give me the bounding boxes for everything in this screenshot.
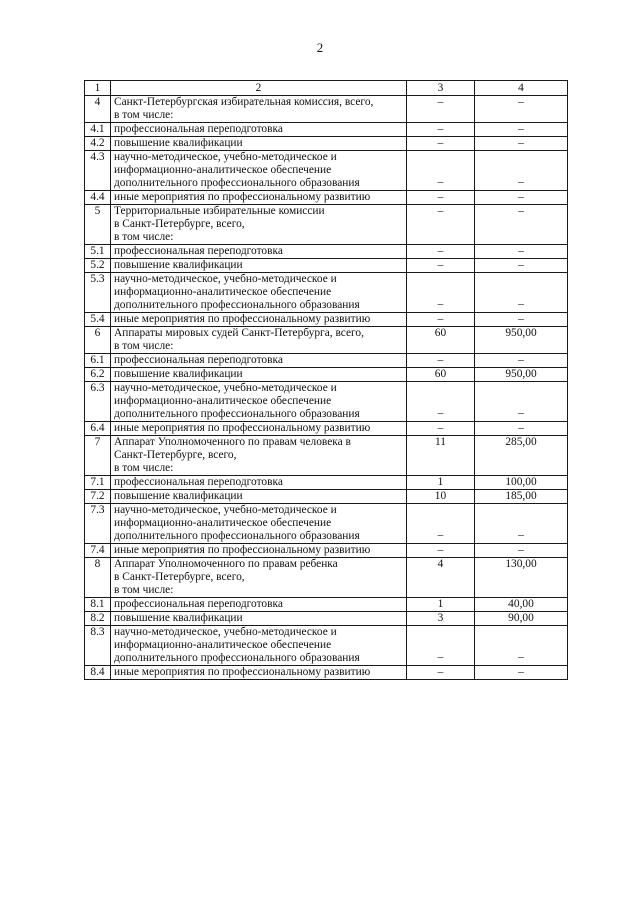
table-row	[85, 259, 568, 273]
row-description	[111, 626, 407, 666]
description-line: иные мероприятия по профессиональному развитию	[114, 666, 371, 678]
row-count-value: –	[407, 354, 475, 368]
row-amount-value: –	[475, 191, 568, 205]
row-count-value: –	[407, 151, 475, 191]
row-amount-value: 285,00	[475, 436, 568, 476]
row-number: 4.3	[85, 151, 111, 191]
row-count-value: 60	[407, 368, 475, 382]
description-line: повышение квалификации	[114, 368, 243, 380]
row-description	[111, 123, 407, 137]
row-count-value: –	[407, 544, 475, 558]
description-line: повышение квалификации	[114, 137, 243, 149]
row-number: 4.4	[85, 191, 111, 205]
description-line: дополнительного профессионального образования	[114, 652, 360, 664]
row-count-value: –	[407, 626, 475, 666]
row-count-value: –	[407, 123, 475, 137]
row-number: 7.2	[85, 490, 111, 504]
description-line: научно-методическое, учебно-методическое и	[114, 504, 337, 516]
table-body	[85, 96, 568, 680]
description-line: иные мероприятия по профессиональному развитию	[114, 313, 371, 325]
description-line: дополнительного профессионального образования	[114, 299, 360, 311]
row-count-value: 11	[407, 436, 475, 476]
row-amount-value: –	[475, 151, 568, 191]
description-line: в том числе:	[114, 109, 174, 121]
description-line: в Санкт-Петербурге, всего,	[114, 571, 245, 583]
row-description	[111, 368, 407, 382]
row-number: 7.1	[85, 476, 111, 490]
row-amount-value: 185,00	[475, 490, 568, 504]
row-number: 7	[85, 436, 111, 476]
row-number: 6.4	[85, 422, 111, 436]
row-amount-value: 130,00	[475, 558, 568, 598]
row-number: 8.3	[85, 626, 111, 666]
row-number: 6.3	[85, 382, 111, 422]
description-line: в том числе:	[114, 462, 174, 474]
description-line: Аппарат Уполномоченного по правам ребенка	[114, 558, 338, 570]
row-count-value: 60	[407, 327, 475, 354]
table-row	[85, 123, 568, 137]
table-row	[85, 313, 568, 327]
row-amount-value: –	[475, 259, 568, 273]
row-description	[111, 313, 407, 327]
table-row	[85, 96, 568, 123]
table-row	[85, 558, 568, 598]
row-count-value: –	[407, 191, 475, 205]
row-amount-value: –	[475, 137, 568, 151]
table-row	[85, 626, 568, 666]
row-description	[111, 490, 407, 504]
header-col-2: 2	[111, 81, 407, 96]
row-description	[111, 273, 407, 313]
row-number: 7.4	[85, 544, 111, 558]
row-description	[111, 191, 407, 205]
description-line: Аппараты мировых судей Санкт-Петербурга, всего,	[114, 327, 364, 339]
row-amount-value: –	[475, 245, 568, 259]
row-description	[111, 245, 407, 259]
row-amount-value: –	[475, 354, 568, 368]
row-number: 7.3	[85, 504, 111, 544]
row-count-value: 3	[407, 612, 475, 626]
description-line: дополнительного профессионального образования	[114, 408, 360, 420]
row-number: 6.1	[85, 354, 111, 368]
description-line: научно-методическое, учебно-методическое и	[114, 273, 337, 285]
page-number: 2	[316, 40, 324, 55]
row-count-value: 1	[407, 598, 475, 612]
table-row	[85, 612, 568, 626]
row-amount-value: –	[475, 313, 568, 327]
description-line: в том числе:	[114, 340, 174, 352]
row-number: 8.2	[85, 612, 111, 626]
table-row	[85, 327, 568, 354]
table-row	[85, 151, 568, 191]
description-line: Аппарат Уполномоченного по правам человека в	[114, 436, 351, 448]
description-line: иные мероприятия по профессиональному развитию	[114, 191, 371, 203]
description-line: повышение квалификации	[114, 259, 243, 271]
row-count-value: –	[407, 422, 475, 436]
row-description	[111, 558, 407, 598]
row-description	[111, 544, 407, 558]
description-line: информационно-аналитическое обеспечение	[114, 164, 332, 176]
description-line: информационно-аналитическое обеспечение	[114, 395, 332, 407]
row-count-value: –	[407, 666, 475, 680]
row-amount-value: –	[475, 273, 568, 313]
row-description	[111, 205, 407, 245]
row-count-value: –	[407, 504, 475, 544]
row-amount-value: 90,00	[475, 612, 568, 626]
row-count-value: 4	[407, 558, 475, 598]
row-description	[111, 137, 407, 151]
row-amount-value: –	[475, 382, 568, 422]
table-row	[85, 354, 568, 368]
row-amount-value: 100,00	[475, 476, 568, 490]
row-count-value: 1	[407, 476, 475, 490]
row-number: 5.2	[85, 259, 111, 273]
description-line: иные мероприятия по профессиональному развитию	[114, 422, 371, 434]
table-row	[85, 382, 568, 422]
table-row	[85, 436, 568, 476]
description-line: информационно-аналитическое обеспечение	[114, 639, 332, 651]
row-amount-value: 950,00	[475, 327, 568, 354]
row-amount-value: –	[475, 205, 568, 245]
description-line: повышение квалификации	[114, 612, 243, 624]
description-line: профессиональная переподготовка	[114, 123, 283, 135]
header-col-3: 3	[407, 81, 475, 96]
row-number: 8.1	[85, 598, 111, 612]
row-number: 5	[85, 205, 111, 245]
row-description	[111, 598, 407, 612]
table-row	[85, 544, 568, 558]
table-row	[85, 666, 568, 680]
table-row	[85, 598, 568, 612]
row-amount-value: –	[475, 666, 568, 680]
row-number: 8	[85, 558, 111, 598]
row-amount-value: –	[475, 422, 568, 436]
description-line: научно-методическое, учебно-методическое и	[114, 382, 337, 394]
row-number: 5.1	[85, 245, 111, 259]
row-count-value: –	[407, 137, 475, 151]
table-row	[85, 191, 568, 205]
row-number: 4.1	[85, 123, 111, 137]
row-description	[111, 327, 407, 354]
description-line: дополнительного профессионального образования	[114, 530, 360, 542]
row-description	[111, 96, 407, 123]
row-count-value: –	[407, 259, 475, 273]
table-row	[85, 504, 568, 544]
table-row	[85, 490, 568, 504]
row-description	[111, 259, 407, 273]
description-line: профессиональная переподготовка	[114, 354, 283, 366]
row-count-value: –	[407, 273, 475, 313]
table-row	[85, 205, 568, 245]
row-description	[111, 504, 407, 544]
training-budget-table	[84, 80, 568, 680]
row-description	[111, 436, 407, 476]
table-row	[85, 476, 568, 490]
row-amount-value: –	[475, 626, 568, 666]
description-line: иные мероприятия по профессиональному развитию	[114, 544, 371, 556]
row-count-value: –	[407, 382, 475, 422]
row-description	[111, 612, 407, 626]
row-description	[111, 666, 407, 680]
description-line: профессиональная переподготовка	[114, 598, 283, 610]
row-description	[111, 382, 407, 422]
row-number: 4	[85, 96, 111, 123]
table-row	[85, 245, 568, 259]
row-number: 5.4	[85, 313, 111, 327]
row-description	[111, 354, 407, 368]
row-number: 8.4	[85, 666, 111, 680]
row-description	[111, 422, 407, 436]
table-row	[85, 422, 568, 436]
description-line: профессиональная переподготовка	[114, 476, 283, 488]
row-amount-value: –	[475, 96, 568, 123]
description-line: информационно-аналитическое обеспечение	[114, 517, 332, 529]
header-col-1: 1	[85, 81, 111, 96]
table-row	[85, 273, 568, 313]
description-line: дополнительного профессионального образования	[114, 177, 360, 189]
row-amount-value: 40,00	[475, 598, 568, 612]
row-description	[111, 151, 407, 191]
description-line: научно-методическое, учебно-методическое и	[114, 151, 337, 163]
description-line: повышение квалификации	[114, 490, 243, 502]
description-line: профессиональная переподготовка	[114, 245, 283, 257]
description-line: информационно-аналитическое обеспечение	[114, 286, 332, 298]
description-line: Санкт-Петербургская избирательная комиссия, всего,	[114, 96, 374, 108]
row-count-value: –	[407, 313, 475, 327]
header-row	[85, 81, 568, 96]
row-count-value: –	[407, 245, 475, 259]
row-amount-value: –	[475, 123, 568, 137]
description-line: Территориальные избирательные комиссии	[114, 205, 325, 217]
row-amount-value: 950,00	[475, 368, 568, 382]
row-number: 6	[85, 327, 111, 354]
row-number: 6.2	[85, 368, 111, 382]
row-number: 4.2	[85, 137, 111, 151]
description-line: в Санкт-Петербурге, всего,	[114, 218, 245, 230]
table-row	[85, 368, 568, 382]
header-col-4: 4	[475, 81, 568, 96]
description-line: научно-методическое, учебно-методическое и	[114, 626, 337, 638]
description-line: в том числе:	[114, 231, 174, 243]
description-line: Санкт-Петербурге, всего,	[114, 449, 237, 461]
description-line: в том числе:	[114, 584, 174, 596]
row-count-value: 10	[407, 490, 475, 504]
row-number: 5.3	[85, 273, 111, 313]
row-amount-value: –	[475, 544, 568, 558]
row-description	[111, 476, 407, 490]
row-amount-value: –	[475, 504, 568, 544]
row-count-value: –	[407, 205, 475, 245]
row-count-value: –	[407, 96, 475, 123]
table-row	[85, 137, 568, 151]
